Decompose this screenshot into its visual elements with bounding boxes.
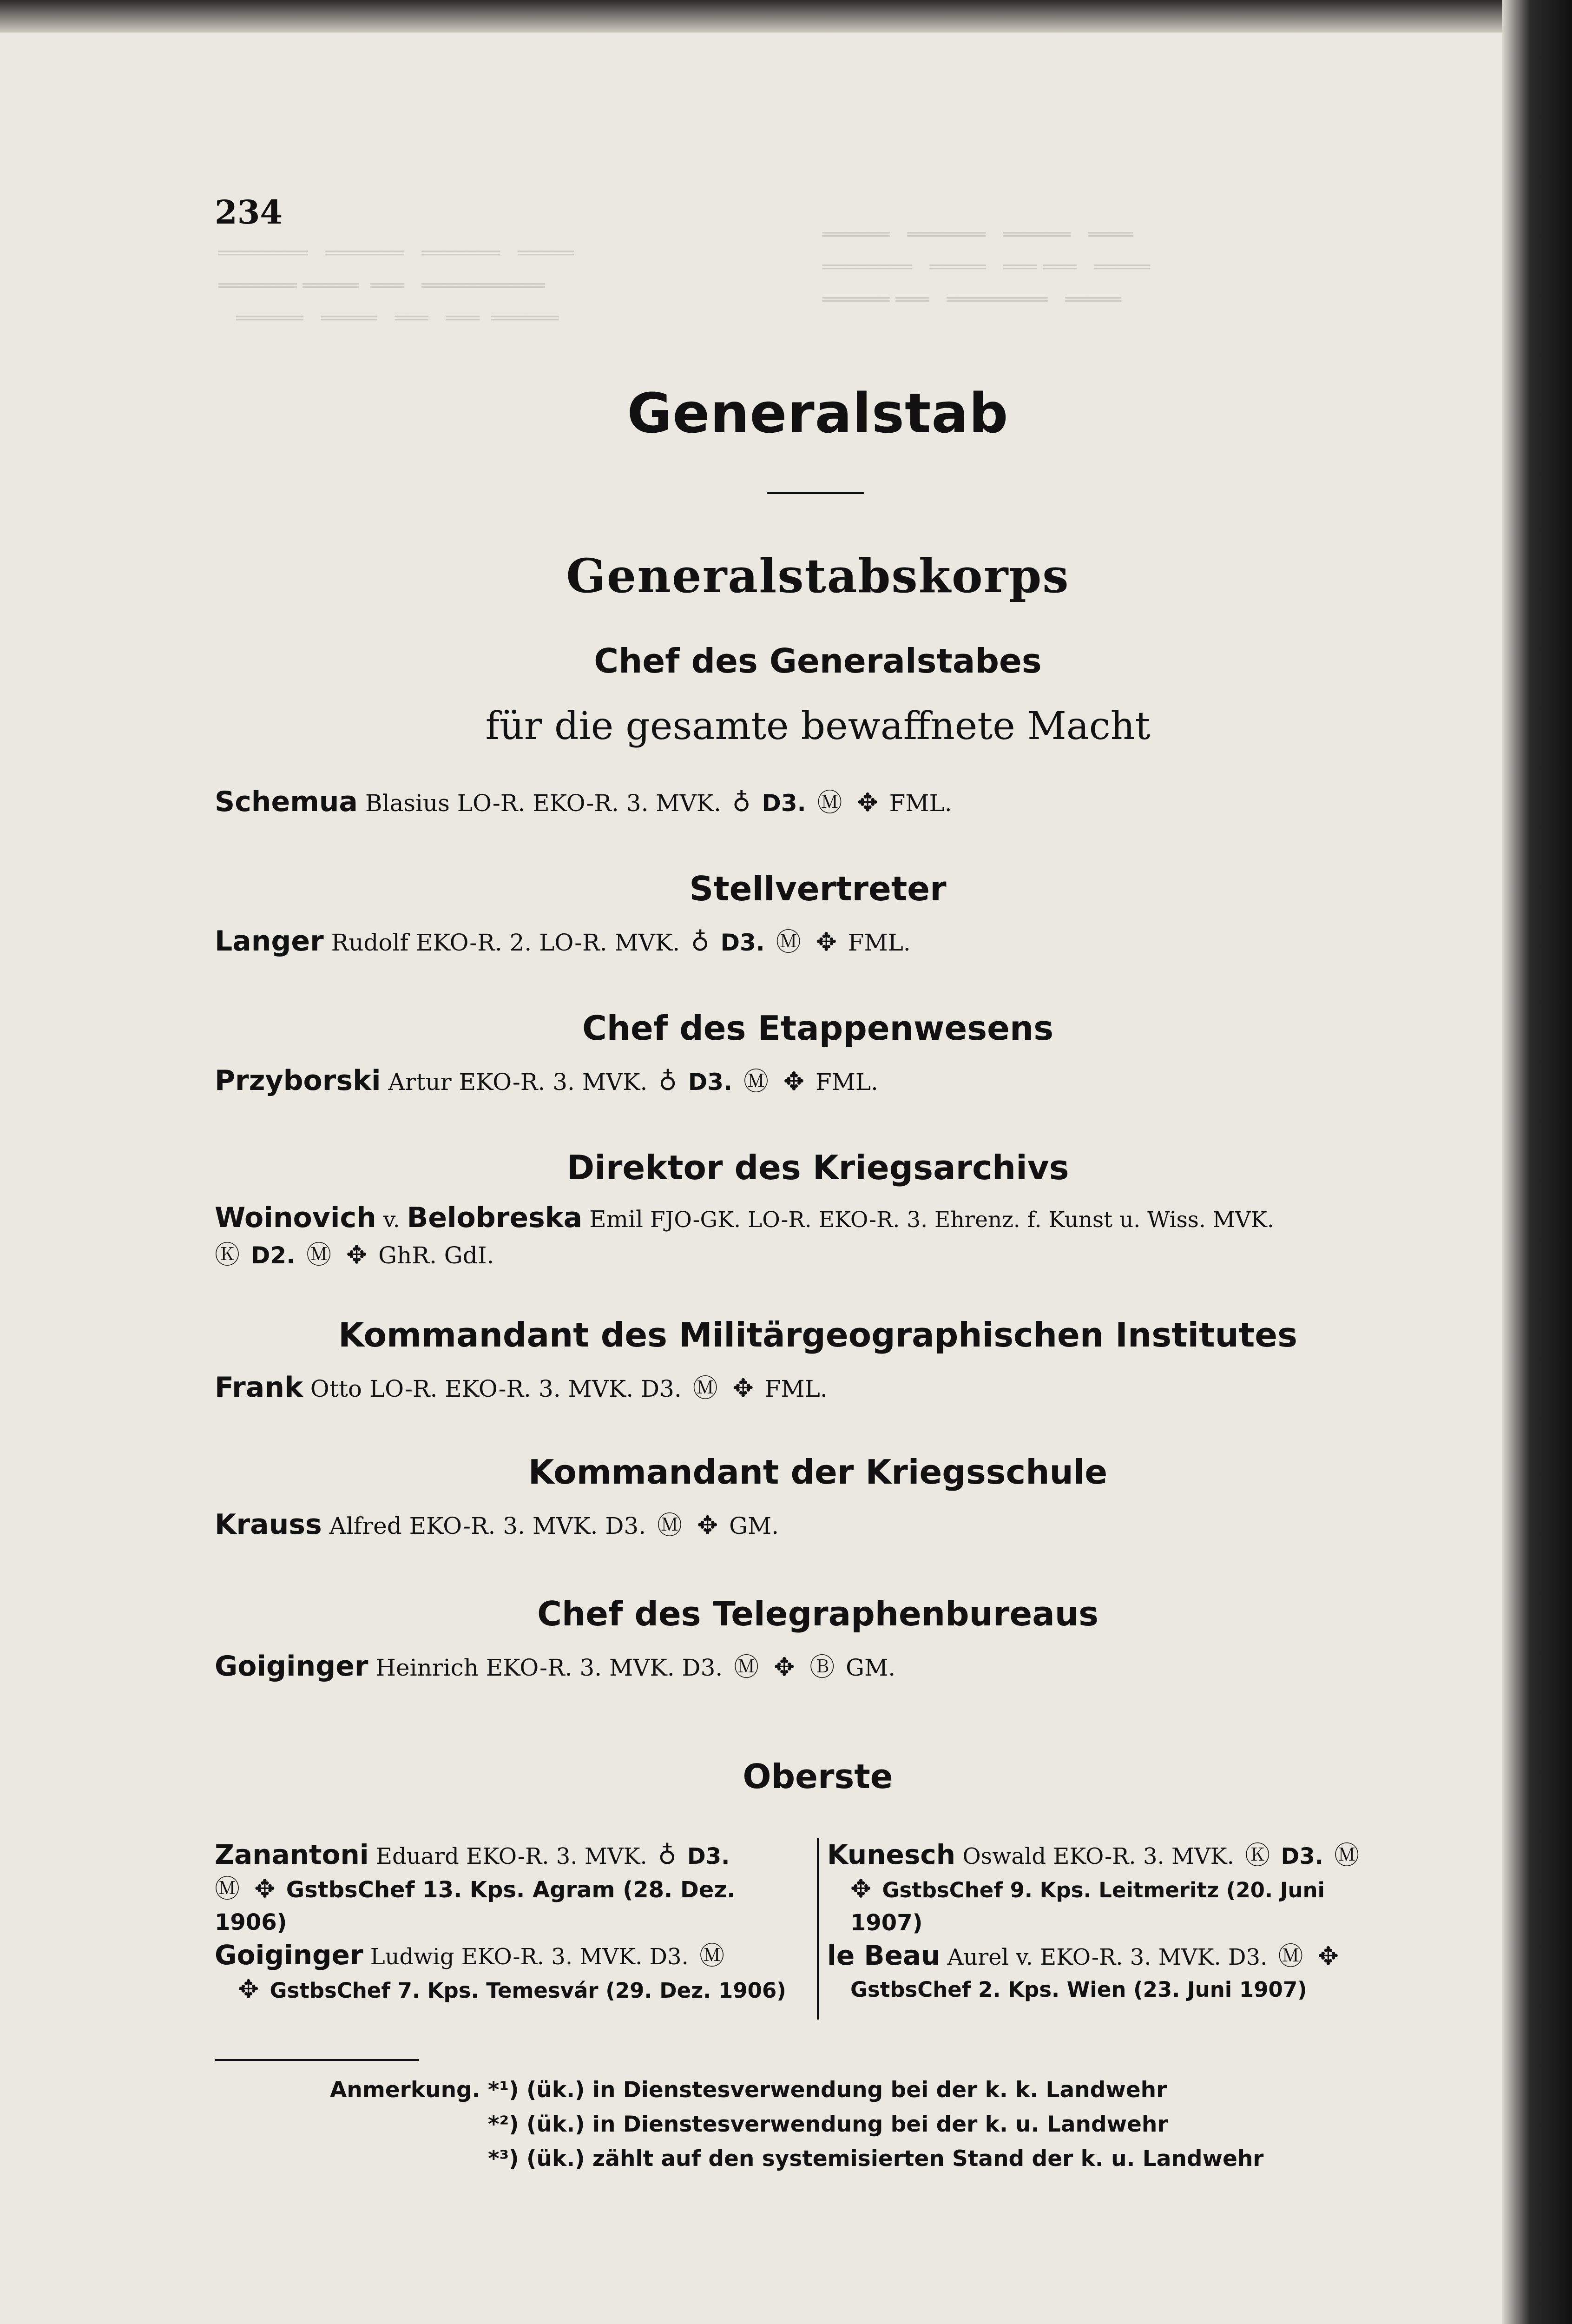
- footnote-text: (ük.) in Dienstesverwendung bei der k. k. Landwehr: [526, 2077, 1167, 2103]
- entry-given-name: Ludwig: [370, 1944, 454, 1970]
- section-heading-etappen: Chef des Etappenwesens: [582, 1009, 1054, 1048]
- entry-decorations: LO-R. EKO-R. 3. MVK. D3.: [369, 1375, 682, 1402]
- footnote-mark: *¹): [487, 2077, 519, 2103]
- footnote-mark: *²): [488, 2112, 519, 2137]
- medal-icon: ♁: [658, 1841, 677, 1870]
- entry-przyborski: [215, 1062, 1423, 1101]
- entry-decoration-d: D3.: [720, 929, 765, 956]
- entry-surname: Schemua: [215, 786, 358, 818]
- footnote-2: [488, 2107, 1168, 2142]
- entry-krauss: [215, 1506, 1423, 1545]
- column-divider: [817, 1838, 819, 2020]
- circle-k-icon: Ⓚ: [215, 1240, 240, 1269]
- circle-m-icon: Ⓜ: [1334, 1841, 1360, 1870]
- entry-decoration-d: D3.: [762, 790, 806, 817]
- entry-goiginger-ludwig: [215, 1939, 805, 2007]
- circle-m-icon: Ⓜ: [215, 1874, 240, 1903]
- section-heading-chef: Chef des Generalstabes: [594, 641, 1042, 680]
- title-rule: [767, 492, 864, 494]
- cross-icon: ✥: [783, 1067, 805, 1096]
- section-heading-stellvertreter: Stellvertreter: [689, 869, 947, 908]
- entry-given-name: Eduard: [375, 1843, 459, 1869]
- entry-given-name: Emil: [589, 1206, 643, 1233]
- entry-assignment: GstbsChef 2. Kps. Wien (23. Juni 1907): [850, 1977, 1307, 2002]
- oberste-right-column: [827, 1838, 1427, 2006]
- entry-given-name: Heinrich: [375, 1654, 479, 1681]
- cross-icon: ✥: [346, 1240, 368, 1269]
- circle-m-icon: Ⓜ: [306, 1240, 332, 1269]
- entry-assignment: GstbsChef 9. Kps. Leitmeritz (20. Juni: [882, 1878, 1325, 1902]
- entry-assignment: GstbsChef 7. Kps. Temesvár (29. Dez. 1906): [270, 1978, 786, 2003]
- entry-given-name: Rudolf: [331, 929, 409, 956]
- entry-assignment-cont: 1906): [215, 1909, 287, 1935]
- medal-icon: ♁: [732, 788, 751, 817]
- entry-surname: le Beau: [827, 1940, 941, 1971]
- circle-m-icon: Ⓜ: [734, 1652, 759, 1682]
- entry-langer: [215, 923, 1423, 961]
- cross-icon: ✥: [774, 1652, 795, 1682]
- circle-k-icon: Ⓚ: [1245, 1841, 1270, 1870]
- scan-right-edge: [1502, 0, 1572, 2324]
- section-title: Generalstabskorps: [566, 548, 1070, 603]
- cross-icon: ✥: [850, 1874, 872, 1903]
- entry-decorations: EKO-R. 3. MVK. D3.: [1040, 1944, 1268, 1970]
- footnote-rule: [215, 2059, 419, 2061]
- entry-surname: Langer: [215, 925, 324, 957]
- oberste-left-column: [215, 1838, 805, 2007]
- entry-rank: GM.: [846, 1654, 896, 1681]
- bleed-through-left: ════════ ═══════ ═══════ ═════ ═══════ ═════ ═══ ═══════════ ══════ ═════ ═══ ═══ ══════: [218, 243, 574, 329]
- entry-woinovich-line2: [215, 1236, 1423, 1274]
- cross-icon: ✥: [857, 788, 878, 817]
- cross-icon: ✥: [816, 927, 837, 957]
- entry-given-name: Otto: [310, 1375, 362, 1402]
- footnote-3: [488, 2142, 1263, 2176]
- section-heading-kriegsschule: Kommandant der Kriegsschule: [528, 1452, 1108, 1492]
- entry-decorations: EKO-R. 3. MVK.: [1053, 1843, 1234, 1869]
- section-heading-chef-line2: für die gesamte bewaffnete Macht: [485, 704, 1151, 748]
- entry-rank: FML.: [848, 929, 911, 956]
- entry-prefix: v.: [383, 1207, 400, 1233]
- entry-decorations: LO-R. EKO-R. 3. MVK.: [457, 790, 721, 817]
- entry-schemua: [215, 783, 1423, 822]
- entry-rank: FML.: [764, 1375, 828, 1402]
- entry-decorations: EKO-R. 3. MVK. D3.: [486, 1654, 723, 1681]
- entry-rank: GM.: [729, 1512, 779, 1539]
- circle-m-icon: Ⓜ: [692, 1373, 718, 1403]
- entry-assignment: GstbsChef 13. Kps. Agram (28. Dez.: [286, 1877, 736, 1903]
- entry-decorations: EKO-R. 2. LO-R. MVK.: [415, 929, 680, 956]
- entry-surname-2: Belobreska: [407, 1202, 583, 1234]
- footnote-text: (ük.) zählt auf den systemisierten Stand der k. u. Landwehr: [526, 2146, 1264, 2172]
- entry-kunesch: [827, 1838, 1427, 1939]
- entry-rank: FML.: [816, 1069, 879, 1096]
- section-heading-oberste: Oberste: [743, 1757, 893, 1796]
- medal-icon: ♁: [691, 927, 710, 957]
- entry-le-beau: [827, 1939, 1427, 2006]
- entry-woinovich: [215, 1199, 1423, 1239]
- entry-decoration-d: D3.: [687, 1843, 730, 1869]
- circle-m-icon: Ⓜ: [1278, 1941, 1303, 1971]
- circle-m-icon: Ⓜ: [817, 788, 842, 817]
- circle-m-icon: Ⓜ: [776, 927, 801, 957]
- entry-rank: GhR. GdI.: [378, 1242, 494, 1269]
- scan-top-edge: [0, 0, 1572, 33]
- cross-icon: ✥: [238, 1974, 259, 2004]
- entry-assignment-cont: 1907): [850, 1910, 923, 1936]
- entry-surname: Frank: [215, 1371, 303, 1404]
- entry-surname: Goiginger: [215, 1650, 368, 1683]
- entry-given-name: Blasius: [365, 790, 450, 817]
- entry-decorations: EKO-R. 3. MVK. D3.: [461, 1944, 689, 1970]
- entry-surname: Krauss: [215, 1508, 322, 1541]
- cross-icon: ✥: [1317, 1941, 1339, 1971]
- entry-surname: Kunesch: [827, 1839, 956, 1870]
- footnote-label: Anmerkung.: [330, 2077, 480, 2103]
- cross-icon: ✥: [697, 1511, 718, 1540]
- page-title: Generalstab: [627, 381, 1009, 445]
- entry-given-name: Aurel v.: [947, 1944, 1033, 1970]
- entry-surname: Goiginger: [215, 1939, 363, 1971]
- entry-given-name: Oswald: [962, 1843, 1046, 1869]
- footnote-1: [330, 2073, 1167, 2107]
- section-heading-kriegsarchiv: Direktor des Kriegsarchivs: [566, 1148, 1069, 1187]
- cross-icon: ✥: [254, 1874, 276, 1903]
- section-heading-telegraphen: Chef des Telegraphenbureaus: [537, 1594, 1098, 1633]
- entry-decorations: EKO-R. 3. MVK.: [466, 1843, 647, 1869]
- entry-surname: Przyborski: [215, 1064, 381, 1097]
- circle-b-icon: Ⓑ: [809, 1652, 835, 1682]
- footnote-mark: *³): [488, 2146, 519, 2172]
- entry-surname: Zanantoni: [215, 1839, 369, 1870]
- entry-goiginger-heinrich: [215, 1648, 1423, 1686]
- entry-decorations: FJO-GK. LO-R. EKO-R. 3. Ehrenz. f. Kunst u. Wiss. MVK.: [650, 1207, 1274, 1233]
- entry-decoration-d: D2.: [250, 1242, 296, 1269]
- bleed-through-right: ══════ ═══════ ══════ ════ ════════ ═════ ═══ ═══ ═════ ══════ ═══ ═════════ ═════: [822, 224, 1151, 310]
- entry-frank: [215, 1369, 1423, 1407]
- circle-m-icon: Ⓜ: [699, 1941, 725, 1970]
- entry-surname: Woinovich: [215, 1202, 376, 1234]
- entry-decorations: EKO-R. 3. MVK.: [459, 1069, 648, 1096]
- entry-decoration-d: D3.: [688, 1069, 733, 1096]
- circle-m-icon: Ⓜ: [657, 1511, 683, 1540]
- circle-m-icon: Ⓜ: [743, 1067, 769, 1096]
- entry-given-name: Alfred: [329, 1512, 402, 1539]
- entry-decoration-d: D3.: [1281, 1843, 1323, 1869]
- cross-icon: ✥: [732, 1373, 754, 1403]
- footnote-text: (ük.) in Dienstesverwendung bei der k. u. Landwehr: [526, 2112, 1168, 2137]
- entry-zanantoni: [215, 1838, 805, 1939]
- entry-rank: FML.: [889, 790, 952, 817]
- page-number: 234: [215, 193, 283, 231]
- section-heading-mgi: Kommandant des Militärgeographischen Institutes: [338, 1315, 1297, 1354]
- entry-decorations: EKO-R. 3. MVK. D3.: [409, 1512, 646, 1539]
- entry-given-name: Artur: [388, 1069, 452, 1096]
- medal-icon: ♁: [658, 1067, 677, 1096]
